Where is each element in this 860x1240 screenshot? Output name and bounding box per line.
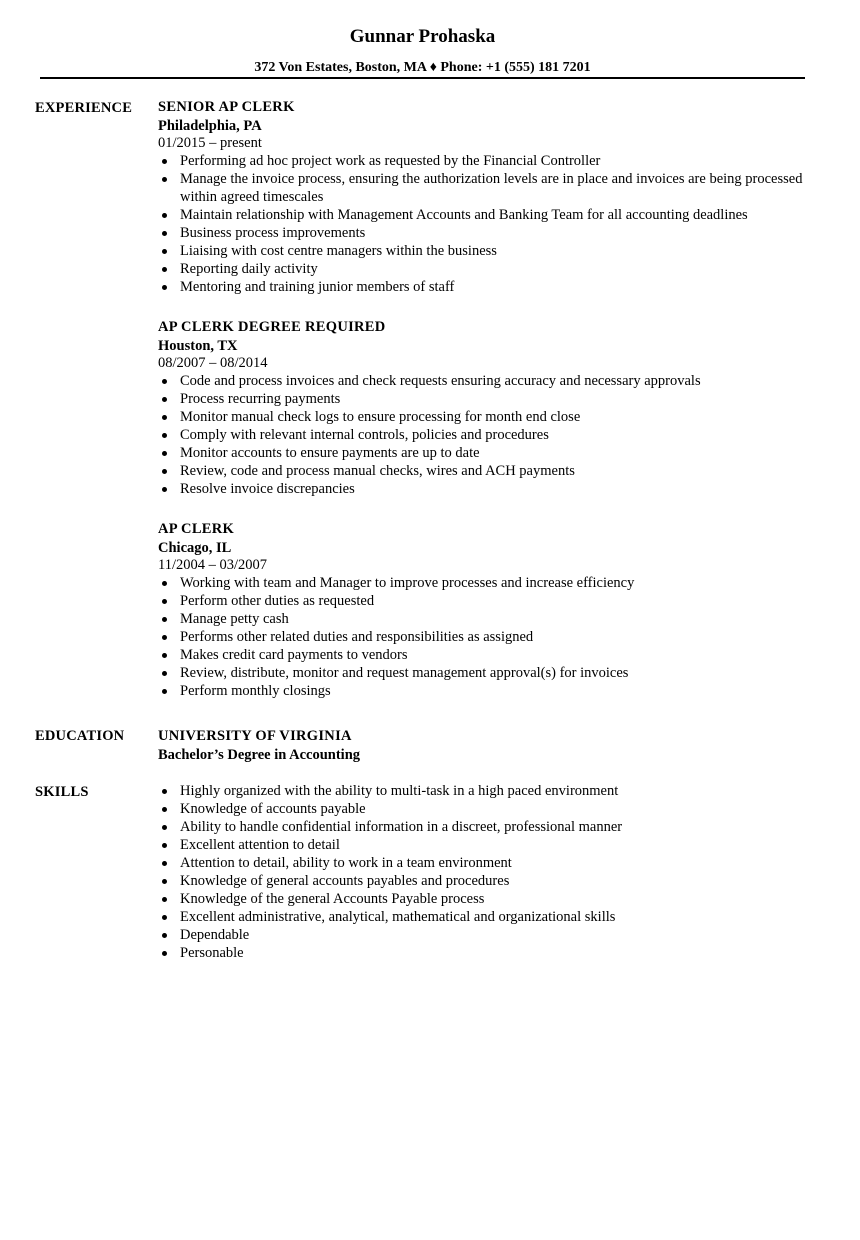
list-item — [158, 628, 828, 646]
bullet-icon — [162, 843, 167, 848]
list-item — [158, 836, 828, 854]
list-item — [158, 926, 828, 944]
bullet-icon — [162, 825, 167, 830]
bullet-text: Manage petty cash — [180, 611, 289, 627]
list-item — [158, 908, 828, 926]
list-item — [158, 278, 828, 296]
bullet-icon — [162, 933, 167, 938]
skills-list — [158, 782, 828, 962]
list-item — [158, 260, 828, 278]
skill-text: Excellent attention to detail — [180, 837, 340, 853]
bullet-text: Reporting daily activity — [180, 261, 318, 277]
bullet-icon — [162, 231, 167, 236]
skill-text: Personable — [180, 945, 244, 961]
bullet-text: Business process improvements — [180, 225, 366, 241]
list-item — [158, 372, 828, 390]
list-item — [158, 890, 828, 908]
bullet-text: Liaising with cost centre managers within the business — [180, 243, 497, 259]
list-item — [158, 444, 828, 462]
bullet-text: Performing ad hoc project work as requested by the Financial Controller — [180, 153, 601, 169]
bullet-icon — [162, 487, 167, 492]
list-item — [158, 872, 828, 890]
bullet-icon — [162, 433, 167, 438]
list-item — [158, 462, 828, 480]
degree: Bachelor’s Degree in Accounting — [158, 747, 361, 763]
list-item — [158, 854, 828, 872]
job-bullets — [158, 152, 828, 296]
list-item — [158, 408, 828, 426]
bullet-icon — [162, 379, 167, 384]
list-item — [158, 206, 828, 224]
skill-text: Highly organized with the ability to multi-task in a high paced environment — [180, 783, 619, 799]
bullet-text: Manage the invoice process, ensuring the authorization levels are in place and invoices are being processed within agreed timescales — [180, 171, 803, 205]
bullet-text: Resolve invoice discrepancies — [180, 481, 355, 497]
list-item — [158, 592, 828, 610]
job-location: Chicago, IL — [158, 540, 232, 556]
bullet-text: Review, code and process manual checks, wires and ACH payments — [180, 463, 575, 479]
bullet-text: Maintain relationship with Management Accounts and Banking Team for all accounting deadlines — [180, 207, 748, 223]
list-item — [158, 944, 828, 962]
job-dates: 01/2015 – present — [158, 135, 262, 151]
bullet-icon — [162, 789, 167, 794]
resume-name: Gunnar Prohaska — [349, 26, 496, 47]
bullet-icon — [162, 689, 167, 694]
bullet-text: Perform other duties as requested — [180, 593, 375, 609]
skill-text: Knowledge of general accounts payables and procedures — [180, 873, 510, 889]
skill-text: Knowledge of accounts payable — [180, 801, 366, 817]
list-item — [158, 170, 828, 206]
bullet-text: Monitor accounts to ensure payments are up to date — [180, 445, 480, 461]
job-entry — [158, 98, 828, 296]
contact-line: 372 Von Estates, Boston, MA ♦ Phone: +1 (555) 181 7201 — [254, 60, 591, 75]
list-item — [158, 782, 828, 800]
bullet-icon — [162, 469, 167, 474]
job-title: AP CLERK DEGREE REQUIRED — [158, 319, 386, 335]
bullet-icon — [162, 451, 167, 456]
section-label-experience: EXPERIENCE — [35, 100, 133, 116]
section-label-skills: SKILLS — [35, 784, 89, 800]
section-label-education: EDUCATION — [35, 728, 125, 744]
bullet-icon — [162, 671, 167, 676]
education-entry — [158, 727, 828, 764]
skill-text: Ability to handle confidential information in a discreet, professional manner — [180, 819, 623, 835]
bullet-text: Comply with relevant internal controls, policies and procedures — [180, 427, 549, 443]
job-title: AP CLERK — [158, 521, 235, 537]
bullet-text: Mentoring and training junior members of staff — [180, 279, 455, 295]
list-item — [158, 390, 828, 408]
bullet-icon — [162, 635, 167, 640]
list-item — [158, 480, 828, 498]
list-item — [158, 610, 828, 628]
job-location: Houston, TX — [158, 338, 238, 354]
skill-text: Attention to detail, ability to work in a team environment — [180, 855, 512, 871]
job-entry — [158, 520, 828, 700]
bullet-text: Performs other related duties and responsibilities as assigned — [180, 629, 534, 645]
skill-text: Knowledge of the general Accounts Payable process — [180, 891, 485, 907]
bullet-icon — [162, 213, 167, 218]
list-item — [158, 800, 828, 818]
list-item — [158, 818, 828, 836]
job-entry — [158, 318, 828, 498]
job-bullets — [158, 372, 828, 498]
bullet-icon — [162, 415, 167, 420]
list-item — [158, 152, 828, 170]
job-dates: 08/2007 – 08/2014 — [158, 355, 268, 371]
job-title: SENIOR AP CLERK — [158, 99, 295, 115]
job-dates: 11/2004 – 03/2007 — [158, 557, 268, 573]
skills-bullets — [158, 782, 828, 962]
header-divider — [40, 77, 805, 79]
bullet-icon — [162, 951, 167, 956]
list-item — [158, 426, 828, 444]
bullet-icon — [162, 267, 167, 272]
bullet-text: Process recurring payments — [180, 391, 341, 407]
bullet-text: Code and process invoices and check requests ensuring accuracy and necessary approvals — [180, 373, 701, 389]
list-item — [158, 646, 828, 664]
bullet-icon — [162, 653, 167, 658]
list-item — [158, 682, 828, 700]
list-item — [158, 224, 828, 242]
bullet-text: Perform monthly closings — [180, 683, 331, 699]
bullet-icon — [162, 249, 167, 254]
bullet-icon — [162, 159, 167, 164]
bullet-icon — [162, 285, 167, 290]
bullet-text: Monitor manual check logs to ensure processing for month end close — [180, 409, 581, 425]
job-bullets — [158, 574, 828, 700]
bullet-icon — [162, 581, 167, 586]
bullet-icon — [162, 897, 167, 902]
bullet-icon — [162, 915, 167, 920]
list-item — [158, 664, 828, 682]
bullet-text: Working with team and Manager to improve processes and increase efficiency — [180, 575, 635, 591]
skill-text: Excellent administrative, analytical, mathematical and organizational skills — [180, 909, 616, 925]
skill-text: Dependable — [180, 927, 250, 943]
list-item — [158, 574, 828, 592]
school-name: UNIVERSITY OF VIRGINIA — [158, 728, 352, 744]
bullet-icon — [162, 397, 167, 402]
bullet-text: Makes credit card payments to vendors — [180, 647, 408, 663]
bullet-text: Review, distribute, monitor and request management approval(s) for invoices — [180, 665, 629, 681]
bullet-icon — [162, 879, 167, 884]
bullet-icon — [162, 599, 167, 604]
bullet-icon — [162, 177, 167, 182]
bullet-icon — [162, 861, 167, 866]
bullet-icon — [162, 617, 167, 622]
job-location: Philadelphia, PA — [158, 118, 262, 134]
list-item — [158, 242, 828, 260]
bullet-icon — [162, 807, 167, 812]
